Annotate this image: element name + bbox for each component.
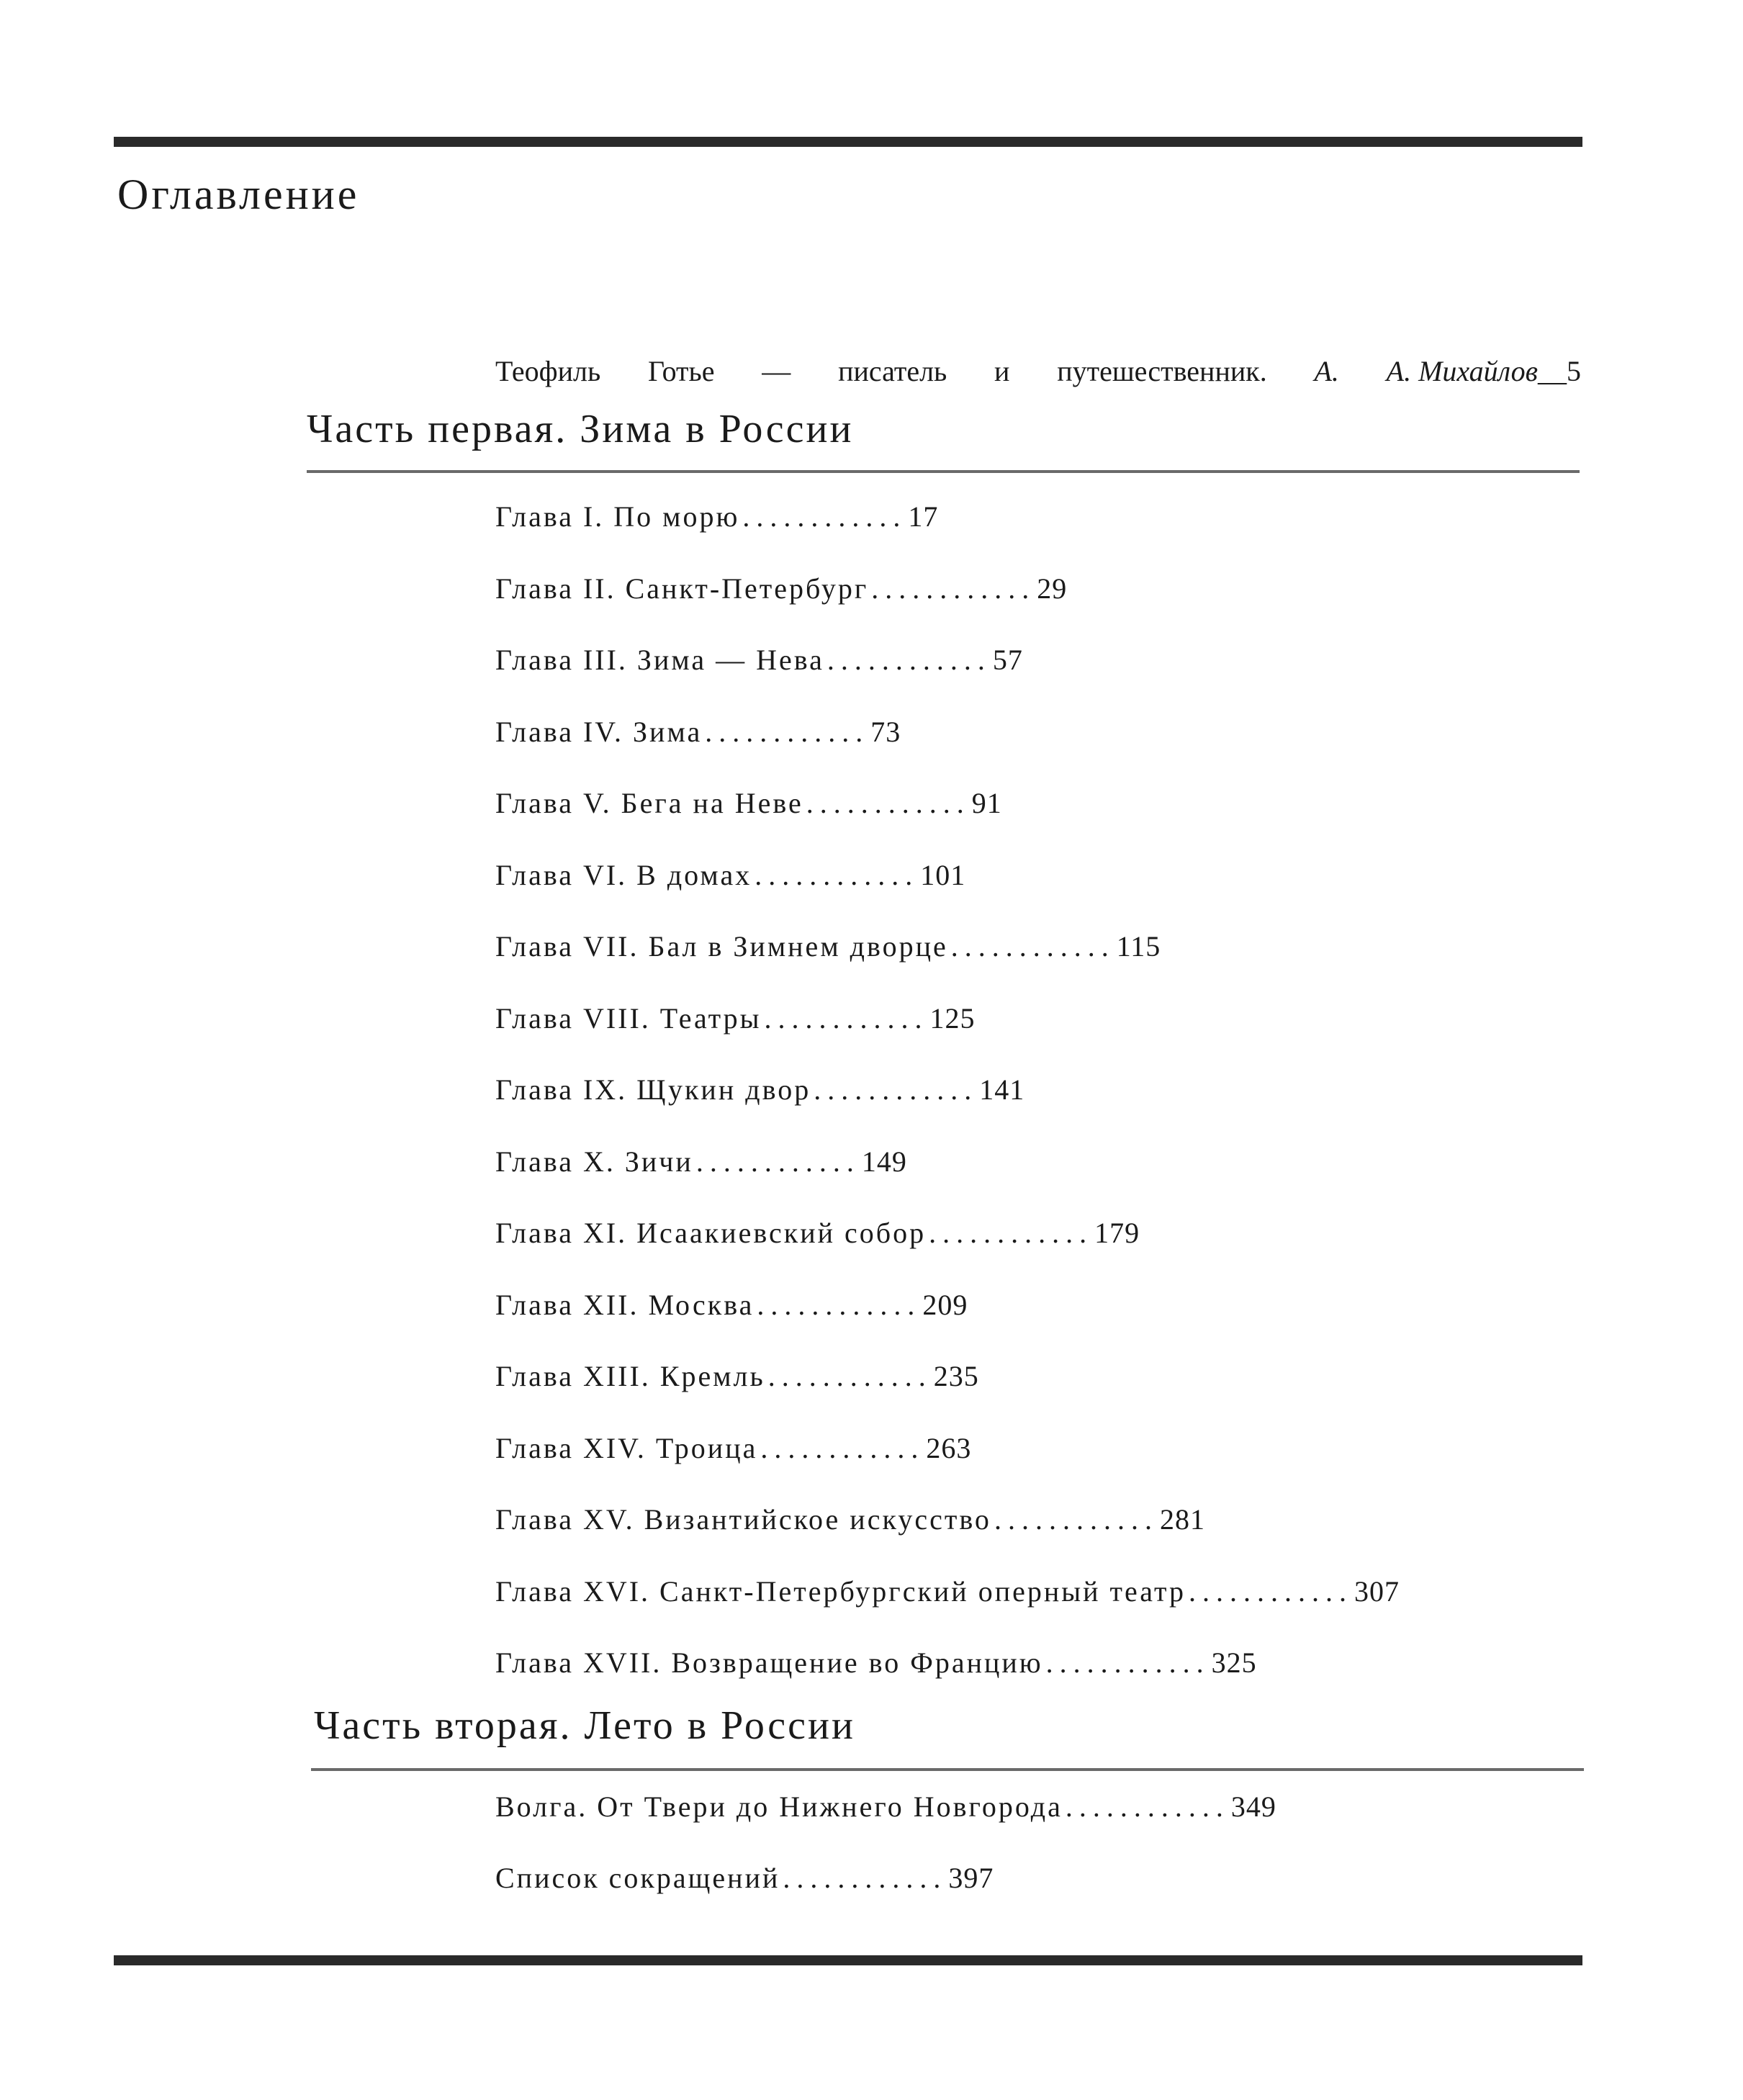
toc-entry-label: Глава XVI. Санкт-Петербургский оперный театр (495, 1574, 1186, 1608)
intro-word: путешественник. (1057, 355, 1267, 387)
toc-leader-dots: ............ (755, 858, 919, 891)
intro-author: А. Михайлов (1386, 355, 1538, 387)
toc-entry-label: Глава XIII. Кремль (495, 1360, 765, 1392)
toc-entry-page: 57 (992, 644, 1023, 676)
toc-leader-dots: ............ (1065, 1790, 1230, 1823)
toc-entry-label: Глава III. Зима — Нева (495, 644, 824, 676)
toc-leader-dots: ............ (695, 1145, 860, 1178)
toc-leader-dots: ............ (1188, 1574, 1353, 1608)
toc-entry[interactable] (495, 789, 1400, 861)
toc-entry[interactable] (495, 646, 1400, 718)
toc-entry-page: 17 (908, 500, 939, 533)
toc-entry[interactable] (495, 1431, 1400, 1506)
toc-entry-page: 263 (926, 1431, 972, 1464)
intro-author-initial: А. (1314, 355, 1339, 387)
toc-entry-label: Глава VI. В домах (495, 858, 752, 891)
toc-entry[interactable] (495, 1001, 1400, 1076)
toc-entry-page: 209 (922, 1288, 968, 1321)
toc-leader-dots: ............ (994, 1503, 1158, 1536)
toc-leader-dots: ............ (827, 644, 991, 676)
toc-leader-dots: ............ (742, 500, 907, 533)
toc-entry-page: 179 (1094, 1217, 1140, 1249)
toc-entry[interactable] (495, 1362, 1400, 1434)
toc-entry-label: Глава I. По морю (495, 500, 740, 533)
toc-leader-dots: ............ (929, 1217, 1094, 1249)
toc-leader-dots: ............ (950, 930, 1115, 963)
toc-entry-label: Глава II. Санкт-Петербург (495, 572, 869, 605)
toc-entry-label: Глава IX. Щукин двор (495, 1073, 811, 1106)
intro-word: писатель (838, 355, 947, 387)
toc-entry-label: Глава XII. Москва (495, 1288, 755, 1321)
toc-leader-dots: ............ (783, 1862, 947, 1894)
toc-entry-page: 307 (1354, 1574, 1400, 1608)
intro-word: — (762, 355, 791, 387)
intro-word: Готье (647, 355, 715, 387)
toc-leader-dots: ............ (814, 1073, 978, 1106)
toc-entry-label: Волга. От Твери до Нижнего Новгорода (495, 1790, 1063, 1823)
toc-leader-dots: ............ (1045, 1646, 1210, 1679)
toc-entry-page: 125 (929, 1001, 976, 1035)
toc-leader-dots: ............ (806, 787, 970, 819)
toc-leader-dots: ............ (757, 1288, 922, 1321)
toc-entry-page: 281 (1159, 1503, 1205, 1536)
toc-entry-page: 101 (920, 858, 966, 891)
part2-chapter-list (495, 1790, 1276, 1935)
toc-entry-label: Глава V. Бега на Неве (495, 787, 803, 819)
toc-entry-page: 141 (979, 1073, 1025, 1106)
part2-heading: Часть вторая. Лето в России (314, 1703, 855, 1748)
toc-entry-label: Глава XIV. Троица (495, 1431, 758, 1464)
toc-leader-dots: ............ (764, 1001, 929, 1035)
toc-entry-label: Глава XV. Византийское искусство (495, 1503, 991, 1536)
toc-entry[interactable] (495, 1145, 1400, 1220)
toc-entry-page: 29 (1037, 572, 1068, 605)
toc-entry-page: 91 (971, 787, 1002, 819)
intro-page: 5 (1566, 355, 1581, 387)
toc-entry[interactable] (495, 574, 1400, 646)
toc-entry[interactable] (495, 1574, 1400, 1649)
toc-entry-label: Глава VII. Бал в Зимнем дворце (495, 930, 948, 963)
top-rule (114, 137, 1582, 147)
toc-entry[interactable] (495, 1219, 1400, 1291)
toc-entry-label: Глава X. Зичи (495, 1145, 693, 1178)
toc-entry[interactable] (495, 1288, 1400, 1363)
bottom-rule (114, 1955, 1582, 1965)
toc-entry-page: 235 (933, 1360, 979, 1392)
toc-entry-page: 325 (1211, 1646, 1257, 1679)
toc-leader-dots: ............ (871, 572, 1036, 605)
toc-entry[interactable] (495, 715, 1400, 790)
part1-heading: Часть первая. Зима в России (307, 407, 854, 451)
toc-entry[interactable] (495, 1864, 1276, 1935)
toc-entry[interactable] (495, 1073, 1400, 1148)
toc-leader-dots: ............ (767, 1360, 932, 1392)
toc-entry-label: Список сокращений (495, 1862, 780, 1894)
toc-leader-dots: ............ (705, 715, 870, 748)
toc-entry-label: Глава IV. Зима (495, 715, 703, 748)
toc-entry-label: Глава VIII. Театры (495, 1001, 762, 1035)
toc-entry[interactable] (495, 500, 1400, 574)
toc-entry-page: 397 (948, 1862, 994, 1894)
intro-word: Теофиль (495, 355, 601, 387)
part1-chapter-list (495, 500, 1400, 1721)
toc-entry[interactable] (495, 858, 1400, 933)
part1-rule (307, 470, 1580, 473)
part2-rule (311, 1768, 1584, 1771)
toc-entry-page: 349 (1230, 1790, 1276, 1823)
page-title: Оглавление (117, 171, 360, 218)
toc-entry-label: Глава XVII. Возвращение во Францию (495, 1646, 1043, 1679)
toc-leader-dots: ............ (760, 1431, 925, 1464)
toc-entry-page: 149 (861, 1145, 907, 1178)
toc-entry[interactable] (495, 1505, 1400, 1577)
intro-entry[interactable] (495, 357, 1581, 386)
toc-entry[interactable] (495, 1790, 1276, 1864)
intro-word: и (994, 355, 1010, 387)
toc-entry[interactable] (495, 932, 1400, 1004)
toc-entry-page: 115 (1116, 930, 1161, 963)
intro-author-page: А. Михайлов__5 (1386, 355, 1581, 387)
toc-entry-label: Глава XI. Исаакиевский собор (495, 1217, 927, 1249)
toc-entry-page: 73 (870, 715, 901, 748)
